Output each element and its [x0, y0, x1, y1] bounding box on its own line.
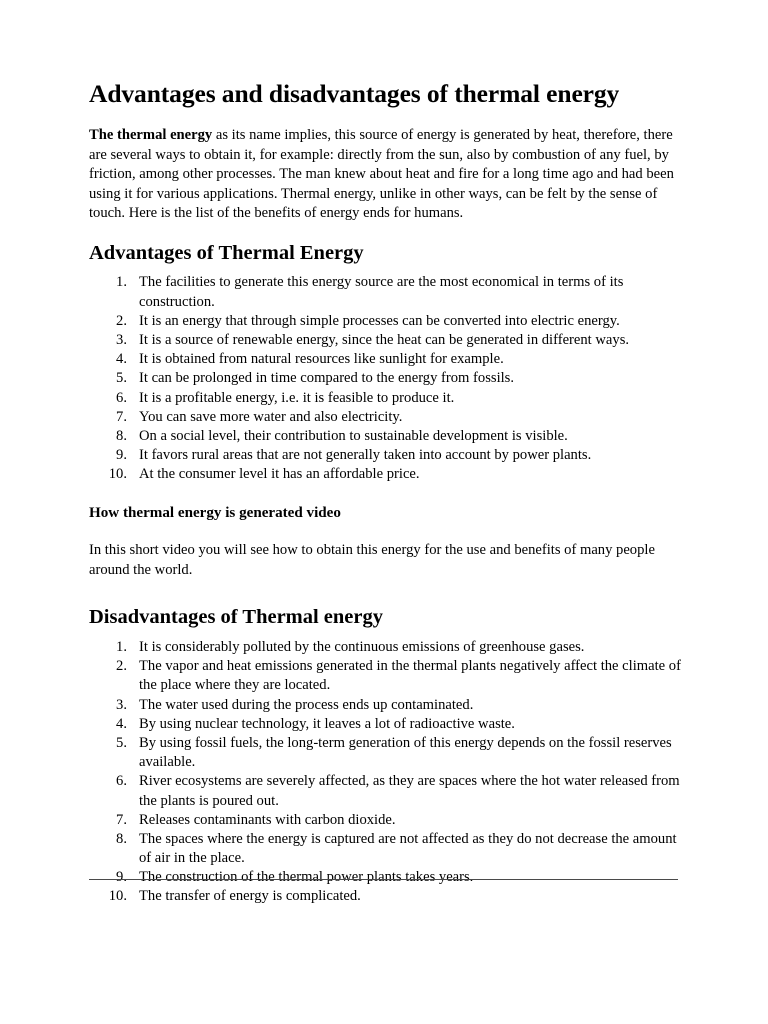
- list-item: It favors rural areas that are not generally taken into account by power plants.: [139, 447, 592, 464]
- list-item: The vapor and heat emissions generated in the thermal plants negatively affect the climate of the place where they are located.: [139, 658, 681, 694]
- list-item: By using nuclear technology, it leaves a lot of radioactive waste.: [139, 715, 515, 732]
- list-item: It is obtained from natural resources like sunlight for example.: [139, 351, 504, 368]
- list-item: On a social level, their contribution to sustainable development is visible.: [139, 427, 568, 444]
- disadvantages-list: [89, 638, 681, 907]
- list-item: The water used during the process ends up contaminated.: [139, 696, 474, 713]
- intro-lead-text: The thermal energy: [89, 127, 213, 144]
- intro-body-text: as its name implies, this source of energy is generated by heat, therefore, there are several ways to obtain it, for example: directly from the sun, also by combustion of any fuel, by friction, among other processes. The man knew about heat and fire for a long time ago and had been using it for various applications. Thermal energy, unlike in other ways, can be felt by the sense of touch. Here is the list of the benefits of energy ends for humans.: [89, 127, 674, 222]
- list-item: You can save more water and also electricity.: [139, 408, 403, 425]
- video-heading: How thermal energy is generated video: [89, 504, 341, 521]
- list-item: By using fossil fuels, the long-term generation of this energy depends on the fossil reserves available.: [139, 734, 672, 771]
- list-item: It is considerably polluted by the continuous emissions of greenhouse gases.: [139, 639, 585, 656]
- list-item: The spaces where the energy is captured are not affected as they do not decrease the amount of air in the place.: [139, 830, 677, 867]
- list-item: Releases contaminants with carbon dioxide.: [139, 811, 396, 828]
- list-item: The transfer of energy is complicated.: [139, 888, 361, 905]
- list-item: It is a profitable energy, i.e. it is feasible to produce it.: [139, 389, 455, 406]
- list-item: River ecosystems are severely affected, as they are spaces where the hot water released from the plants is poured out.: [139, 773, 680, 809]
- advantages-heading: Advantages of Thermal Energy: [89, 241, 364, 264]
- page-title: Advantages and disadvantages of thermal energy: [89, 79, 620, 108]
- list-item: The facilities to generate this energy source are the most economical in terms of its construction.: [139, 274, 624, 310]
- list-item: It is an energy that through simple processes can be converted into electric energy.: [139, 312, 620, 329]
- intro-paragraph: [89, 126, 681, 224]
- video-paragraph: In this short video you will see how to obtain this energy for the use and benefits of many people around the world.: [89, 542, 655, 578]
- advantages-list: [89, 273, 681, 484]
- list-item: It can be prolonged in time compared to the energy from fossils.: [139, 370, 515, 387]
- disadvantages-heading: Disadvantages of Thermal energy: [89, 606, 384, 629]
- document-content: [89, 78, 681, 907]
- list-item: The construction of the thermal power plants takes years.: [139, 869, 474, 886]
- bottom-divider: [89, 879, 678, 880]
- list-item: At the consumer level it has an affordable price.: [139, 466, 420, 483]
- list-item: It is a source of renewable energy, since the heat can be generated in different ways.: [139, 332, 630, 348]
